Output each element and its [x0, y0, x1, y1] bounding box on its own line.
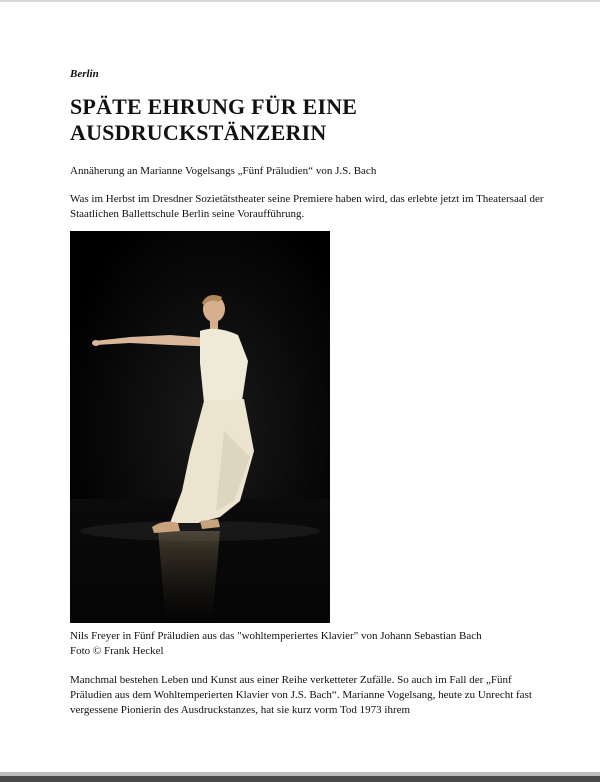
dancer-photo: [70, 231, 330, 623]
dateline: Berlin: [70, 68, 99, 80]
page-bottom-edge: [0, 776, 600, 782]
headline-line-2: AUSDRUCKSTÄNZERIN: [70, 120, 327, 145]
page-top-edge: [0, 0, 600, 2]
headline: [70, 94, 550, 146]
photo-caption: [70, 629, 550, 659]
article: [70, 68, 550, 718]
subheadline: Annäherung an Marianne Vogelsangs „Fünf Präludien“ von J.S. Bach: [70, 165, 377, 177]
caption-text: Nils Freyer in Fünf Präludien aus das "wohltemperiertes Klavier" von Johann Sebastian Bach: [70, 630, 482, 642]
lede-paragraph: Was im Herbst im Dresdner Sozietätstheater seine Premiere haben wird, das erlebte jetzt im Theatersaal der Staatlichen Ballettschule Berlin seine Voraufführung.: [70, 193, 544, 220]
body-paragraph: Manchmal bestehen Leben und Kunst aus einer Reihe verketteter Zufälle. So auch im Fall der „Fünf Präludien aus dem Wohltemperierten Klavier von J.S. Bach“. Marianne Vogelsang, heute zu Unrecht fast vergessene Pionierin des Ausdruckstanzes, hat sie kurz vorm Tod 1973 ihrem: [70, 674, 532, 716]
headline-line-1: SPÄTE EHRUNG FÜR EINE: [70, 94, 358, 119]
photo-credit: Foto © Frank Heckel: [70, 645, 164, 657]
